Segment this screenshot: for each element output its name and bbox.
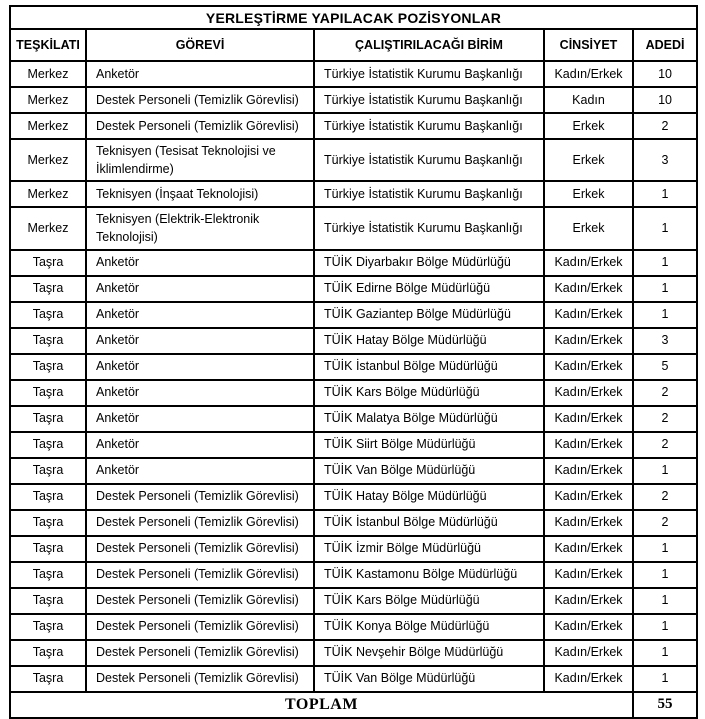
cell-birim: TÜİK Kars Bölge Müdürlüğü	[314, 380, 544, 406]
cell-teskilat: Taşra	[10, 380, 86, 406]
column-header-teskilat: TEŞKİLATI	[10, 29, 86, 61]
cell-cinsiyet: Erkek	[544, 181, 633, 207]
cell-cinsiyet: Kadın	[544, 87, 633, 113]
cell-gorev: Destek Personeli (Temizlik Görevlisi)	[86, 666, 314, 692]
cell-gorev: Destek Personeli (Temizlik Görevlisi)	[86, 614, 314, 640]
cell-birim: TÜİK Hatay Bölge Müdürlüğü	[314, 484, 544, 510]
cell-gorev: Anketör	[86, 354, 314, 380]
cell-gorev: Destek Personeli (Temizlik Görevlisi)	[86, 562, 314, 588]
table-row	[10, 614, 697, 640]
cell-gorev: Destek Personeli (Temizlik Görevlisi)	[86, 640, 314, 666]
table-header-row	[10, 29, 697, 61]
cell-teskilat: Taşra	[10, 458, 86, 484]
table-title: YERLEŞTİRME YAPILACAK POZİSYONLAR	[10, 6, 697, 29]
table-row	[10, 113, 697, 139]
column-header-adet: ADEDİ	[633, 29, 697, 61]
table-row	[10, 432, 697, 458]
table-row	[10, 302, 697, 328]
cell-birim: TÜİK İzmir Bölge Müdürlüğü	[314, 536, 544, 562]
cell-adet: 2	[633, 484, 697, 510]
cell-teskilat: Taşra	[10, 640, 86, 666]
cell-cinsiyet: Erkek	[544, 113, 633, 139]
table-title-row	[10, 6, 697, 29]
table-row	[10, 354, 697, 380]
cell-adet: 1	[633, 588, 697, 614]
cell-adet: 3	[633, 139, 697, 181]
cell-cinsiyet: Kadın/Erkek	[544, 614, 633, 640]
cell-gorev: Anketör	[86, 302, 314, 328]
table-row	[10, 207, 697, 249]
cell-gorev: Anketör	[86, 250, 314, 276]
table-row	[10, 87, 697, 113]
table-row	[10, 484, 697, 510]
cell-gorev: Anketör	[86, 406, 314, 432]
cell-adet: 10	[633, 87, 697, 113]
table-row	[10, 181, 697, 207]
cell-cinsiyet: Kadın/Erkek	[544, 640, 633, 666]
cell-birim: TÜİK Gaziantep Bölge Müdürlüğü	[314, 302, 544, 328]
cell-cinsiyet: Kadın/Erkek	[544, 354, 633, 380]
cell-adet: 1	[633, 614, 697, 640]
cell-adet: 1	[633, 276, 697, 302]
table-row	[10, 61, 697, 87]
cell-gorev: Destek Personeli (Temizlik Görevlisi)	[86, 113, 314, 139]
cell-adet: 3	[633, 328, 697, 354]
cell-birim: Türkiye İstatistik Kurumu Başkanlığı	[314, 113, 544, 139]
cell-birim: Türkiye İstatistik Kurumu Başkanlığı	[314, 139, 544, 181]
cell-adet: 1	[633, 640, 697, 666]
table-body	[10, 61, 697, 692]
column-header-gorev: GÖREVİ	[86, 29, 314, 61]
table-row	[10, 510, 697, 536]
cell-teskilat: Taşra	[10, 510, 86, 536]
cell-birim: TÜİK Kastamonu Bölge Müdürlüğü	[314, 562, 544, 588]
cell-adet: 1	[633, 181, 697, 207]
cell-adet: 2	[633, 510, 697, 536]
cell-gorev: Anketör	[86, 328, 314, 354]
cell-cinsiyet: Kadın/Erkek	[544, 61, 633, 87]
document-page	[9, 5, 698, 719]
cell-birim: Türkiye İstatistik Kurumu Başkanlığı	[314, 61, 544, 87]
cell-gorev: Anketör	[86, 61, 314, 87]
positions-table	[9, 5, 698, 719]
table-row	[10, 380, 697, 406]
cell-adet: 2	[633, 406, 697, 432]
column-header-birim: ÇALIŞTIRILACAĞI BİRİM	[314, 29, 544, 61]
cell-birim: TÜİK Malatya Bölge Müdürlüğü	[314, 406, 544, 432]
cell-birim: TÜİK Edirne Bölge Müdürlüğü	[314, 276, 544, 302]
table-row	[10, 250, 697, 276]
table-row	[10, 640, 697, 666]
cell-teskilat: Merkez	[10, 181, 86, 207]
cell-gorev: Destek Personeli (Temizlik Görevlisi)	[86, 484, 314, 510]
cell-gorev: Destek Personeli (Temizlik Görevlisi)	[86, 536, 314, 562]
table-row	[10, 139, 697, 181]
cell-cinsiyet: Kadın/Erkek	[544, 484, 633, 510]
table-row	[10, 666, 697, 692]
cell-birim: TÜİK Van Bölge Müdürlüğü	[314, 666, 544, 692]
cell-cinsiyet: Kadın/Erkek	[544, 666, 633, 692]
cell-adet: 10	[633, 61, 697, 87]
cell-cinsiyet: Kadın/Erkek	[544, 302, 633, 328]
table-row	[10, 562, 697, 588]
cell-adet: 1	[633, 458, 697, 484]
total-value: 55	[633, 692, 697, 718]
cell-birim: TÜİK İstanbul Bölge Müdürlüğü	[314, 510, 544, 536]
cell-birim: TÜİK Kars Bölge Müdürlüğü	[314, 588, 544, 614]
cell-gorev: Destek Personeli (Temizlik Görevlisi)	[86, 87, 314, 113]
cell-teskilat: Taşra	[10, 666, 86, 692]
cell-adet: 5	[633, 354, 697, 380]
cell-adet: 2	[633, 380, 697, 406]
cell-birim: TÜİK Konya Bölge Müdürlüğü	[314, 614, 544, 640]
cell-teskilat: Taşra	[10, 328, 86, 354]
cell-birim: TÜİK Siirt Bölge Müdürlüğü	[314, 432, 544, 458]
cell-gorev: Anketör	[86, 458, 314, 484]
cell-cinsiyet: Kadın/Erkek	[544, 328, 633, 354]
cell-birim: Türkiye İstatistik Kurumu Başkanlığı	[314, 87, 544, 113]
column-header-cinsiyet: CİNSİYET	[544, 29, 633, 61]
cell-teskilat: Taşra	[10, 406, 86, 432]
cell-cinsiyet: Kadın/Erkek	[544, 250, 633, 276]
cell-teskilat: Taşra	[10, 484, 86, 510]
cell-adet: 1	[633, 666, 697, 692]
table-row	[10, 588, 697, 614]
cell-adet: 1	[633, 536, 697, 562]
cell-gorev: Teknisyen (Tesisat Teknolojisi ve İklimlendirme)	[86, 139, 314, 181]
cell-teskilat: Merkez	[10, 113, 86, 139]
cell-birim: Türkiye İstatistik Kurumu Başkanlığı	[314, 181, 544, 207]
table-row	[10, 328, 697, 354]
cell-gorev: Teknisyen (Elektrik-Elektronik Teknolojisi)	[86, 207, 314, 249]
cell-gorev: Destek Personeli (Temizlik Görevlisi)	[86, 510, 314, 536]
cell-gorev: Teknisyen (İnşaat Teknolojisi)	[86, 181, 314, 207]
cell-teskilat: Taşra	[10, 354, 86, 380]
cell-gorev: Anketör	[86, 380, 314, 406]
cell-adet: 2	[633, 432, 697, 458]
cell-cinsiyet: Erkek	[544, 207, 633, 249]
cell-cinsiyet: Kadın/Erkek	[544, 380, 633, 406]
cell-cinsiyet: Kadın/Erkek	[544, 536, 633, 562]
cell-teskilat: Taşra	[10, 432, 86, 458]
cell-teskilat: Taşra	[10, 536, 86, 562]
table-row	[10, 406, 697, 432]
cell-gorev: Anketör	[86, 276, 314, 302]
cell-teskilat: Taşra	[10, 588, 86, 614]
cell-cinsiyet: Kadın/Erkek	[544, 510, 633, 536]
cell-teskilat: Taşra	[10, 302, 86, 328]
cell-teskilat: Taşra	[10, 614, 86, 640]
cell-teskilat: Merkez	[10, 87, 86, 113]
total-row	[10, 692, 697, 718]
cell-adet: 1	[633, 562, 697, 588]
cell-adet: 2	[633, 113, 697, 139]
cell-gorev: Anketör	[86, 432, 314, 458]
total-label: TOPLAM	[10, 692, 633, 718]
cell-birim: TÜİK İstanbul Bölge Müdürlüğü	[314, 354, 544, 380]
cell-cinsiyet: Kadın/Erkek	[544, 276, 633, 302]
table-row	[10, 276, 697, 302]
cell-birim: Türkiye İstatistik Kurumu Başkanlığı	[314, 207, 544, 249]
table-row	[10, 536, 697, 562]
cell-adet: 1	[633, 207, 697, 249]
cell-teskilat: Merkez	[10, 139, 86, 181]
cell-cinsiyet: Kadın/Erkek	[544, 562, 633, 588]
cell-cinsiyet: Erkek	[544, 139, 633, 181]
cell-adet: 1	[633, 250, 697, 276]
cell-birim: TÜİK Diyarbakır Bölge Müdürlüğü	[314, 250, 544, 276]
cell-teskilat: Taşra	[10, 276, 86, 302]
table-row	[10, 458, 697, 484]
cell-cinsiyet: Kadın/Erkek	[544, 458, 633, 484]
cell-teskilat: Merkez	[10, 61, 86, 87]
cell-teskilat: Merkez	[10, 207, 86, 249]
cell-gorev: Destek Personeli (Temizlik Görevlisi)	[86, 588, 314, 614]
cell-birim: TÜİK Van Bölge Müdürlüğü	[314, 458, 544, 484]
cell-birim: TÜİK Nevşehir Bölge Müdürlüğü	[314, 640, 544, 666]
cell-teskilat: Taşra	[10, 250, 86, 276]
cell-birim: TÜİK Hatay Bölge Müdürlüğü	[314, 328, 544, 354]
cell-cinsiyet: Kadın/Erkek	[544, 406, 633, 432]
cell-cinsiyet: Kadın/Erkek	[544, 588, 633, 614]
cell-teskilat: Taşra	[10, 562, 86, 588]
cell-adet: 1	[633, 302, 697, 328]
cell-cinsiyet: Kadın/Erkek	[544, 432, 633, 458]
